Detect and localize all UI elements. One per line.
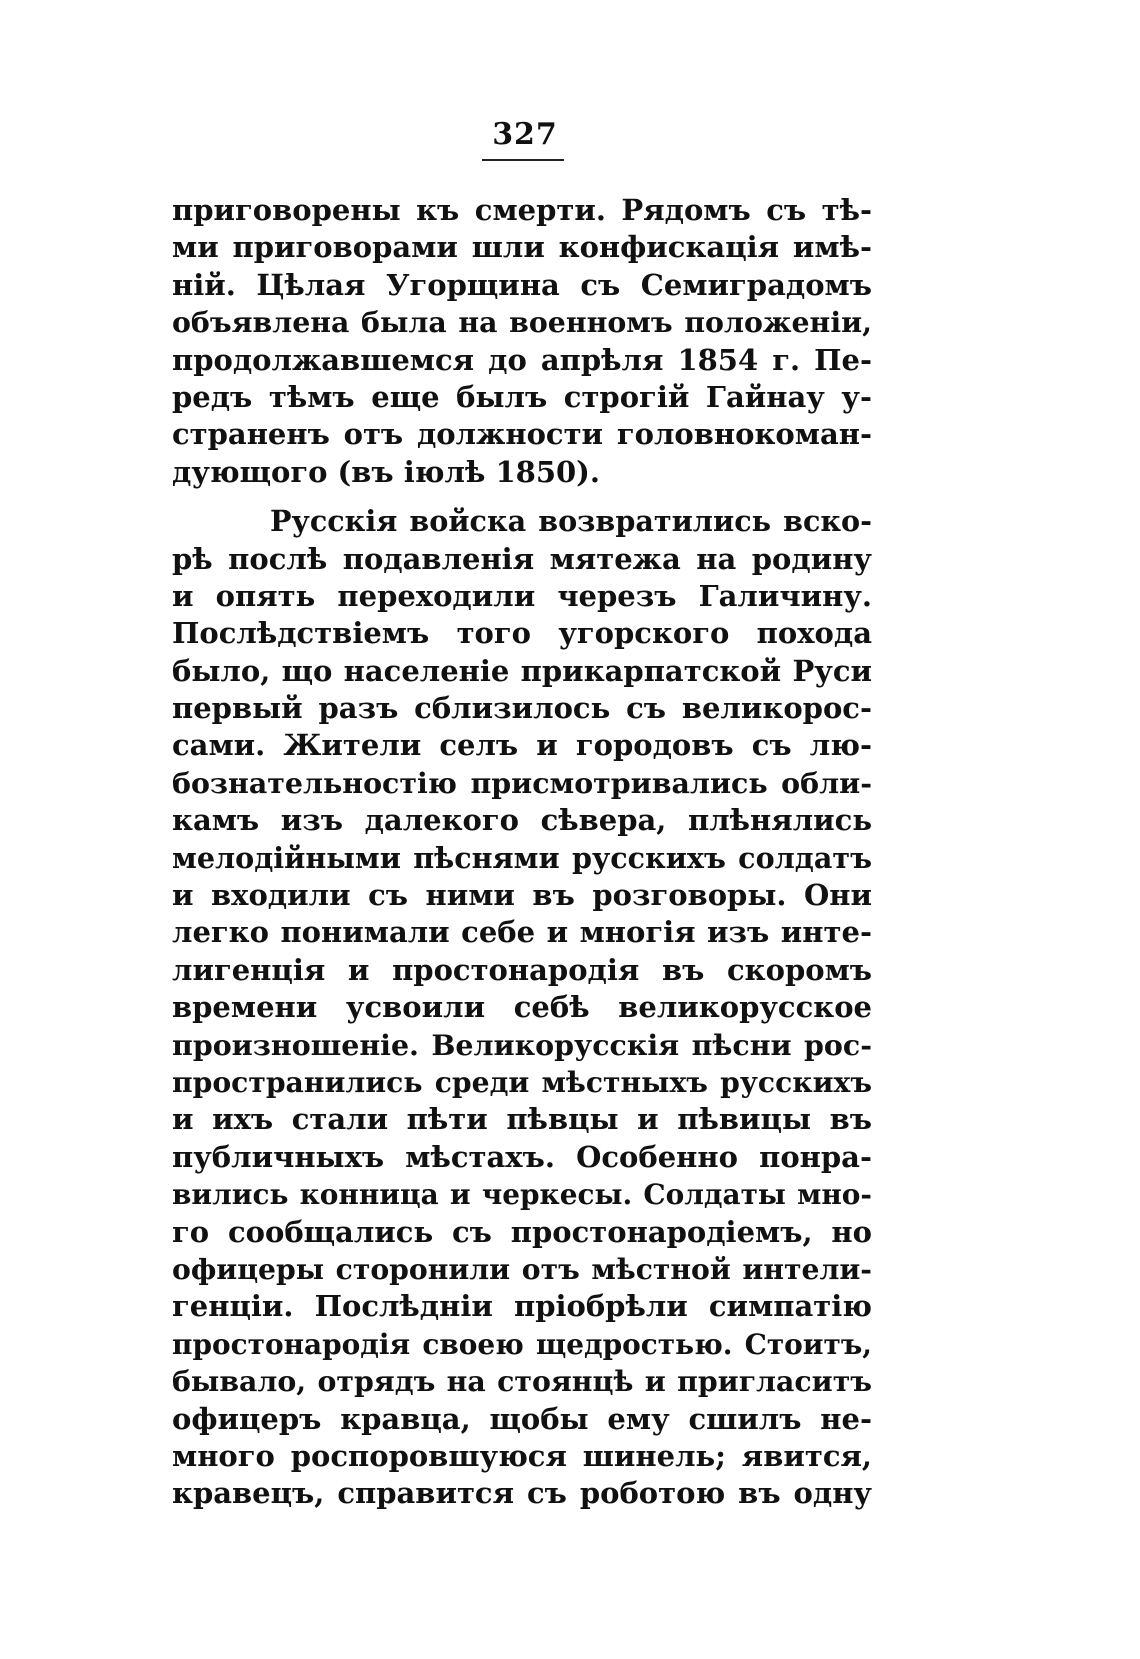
text-line: объявлена была на военномъ положеніи, bbox=[172, 305, 872, 340]
text-line: и ихъ стали пѣти пѣвцы и пѣвицы въ bbox=[172, 1102, 872, 1137]
text-line: редъ тѣмъ еще былъ строгій Гайнау у- bbox=[172, 379, 872, 414]
paragraph-2 bbox=[172, 503, 872, 1513]
text-line: кравецъ, справится съ роботою въ одну bbox=[172, 1476, 872, 1511]
text-line: офицеръ кравца, щобы ему сшилъ не- bbox=[172, 1401, 872, 1436]
text-line: рѣ послѣ подавленія мятежа на родину bbox=[172, 541, 872, 576]
page-number-rule bbox=[482, 159, 564, 161]
text-line: было, що населеніе прикарпатской Руси bbox=[172, 653, 872, 688]
text-line: Русскія войска возвратились вско- bbox=[270, 504, 872, 539]
text-line: бывало, отрядъ на стоянцѣ и пригласитъ bbox=[172, 1364, 872, 1399]
paragraph-gap bbox=[172, 491, 872, 503]
text-line: времени усвоили себѣ великорусское bbox=[172, 990, 872, 1025]
text-line: произношеніе. Великорусскія пѣсни рос- bbox=[172, 1027, 872, 1062]
text-line: офицеры сторонили отъ мѣстной интели- bbox=[172, 1251, 872, 1286]
page-number: 327 bbox=[492, 117, 558, 152]
text-line: много роспоровшуюся шинель; явится, bbox=[172, 1438, 872, 1473]
text-line: продолжавшемся до апрѣля 1854 г. Пе- bbox=[172, 342, 872, 377]
text-line: приговорены къ смерти. Рядомъ съ тѣ- bbox=[172, 193, 872, 227]
text-line: генціи. Послѣдніи пріобрѣли симпатію bbox=[172, 1289, 872, 1324]
text-line: мелодійными пѣснями русскихъ солдатъ bbox=[172, 840, 872, 875]
body-text bbox=[172, 192, 872, 1513]
text-line: го сообщались съ простонародіемъ, но bbox=[172, 1214, 872, 1249]
text-line: первый разъ сблизилось съ великорос- bbox=[172, 691, 872, 726]
text-line: сами. Жители селъ и городовъ съ лю- bbox=[172, 728, 872, 763]
text-line: простонародія своею щедростью. Стоитъ, bbox=[172, 1327, 872, 1361]
text-line: и опять переходили черезъ Галичину. bbox=[172, 578, 872, 613]
text-line: ній. Цѣлая Угорщина съ Семиградомъ bbox=[172, 267, 872, 302]
text-line: лигенція и простонародія въ скоромъ bbox=[172, 952, 872, 987]
text-line: вились конница и черкесы. Солдаты мно- bbox=[172, 1178, 872, 1212]
text-line: Послѣдствіемъ того угорского похода bbox=[172, 616, 872, 651]
text-line: камъ изъ далекого сѣвера, плѣнялись bbox=[172, 803, 872, 838]
text-line: легко понимали себе и многія изъ инте- bbox=[172, 915, 872, 950]
text-line: ми приговорами шли конфискація имѣ- bbox=[172, 230, 872, 265]
text-line: и входили съ ними въ розговоры. Они bbox=[172, 878, 872, 913]
text-line: дующого (въ іюлѣ 1850). bbox=[172, 454, 600, 489]
text-line: пространились среди мѣстныхъ русскихъ bbox=[172, 1065, 872, 1099]
paragraph-1 bbox=[172, 192, 872, 491]
text-line: страненъ отъ должности головнокоман- bbox=[172, 417, 872, 452]
text-line: публичныхъ мѣстахъ. Особенно понра- bbox=[172, 1139, 872, 1174]
text-line: бознательностію присмотривались обли- bbox=[172, 765, 872, 800]
